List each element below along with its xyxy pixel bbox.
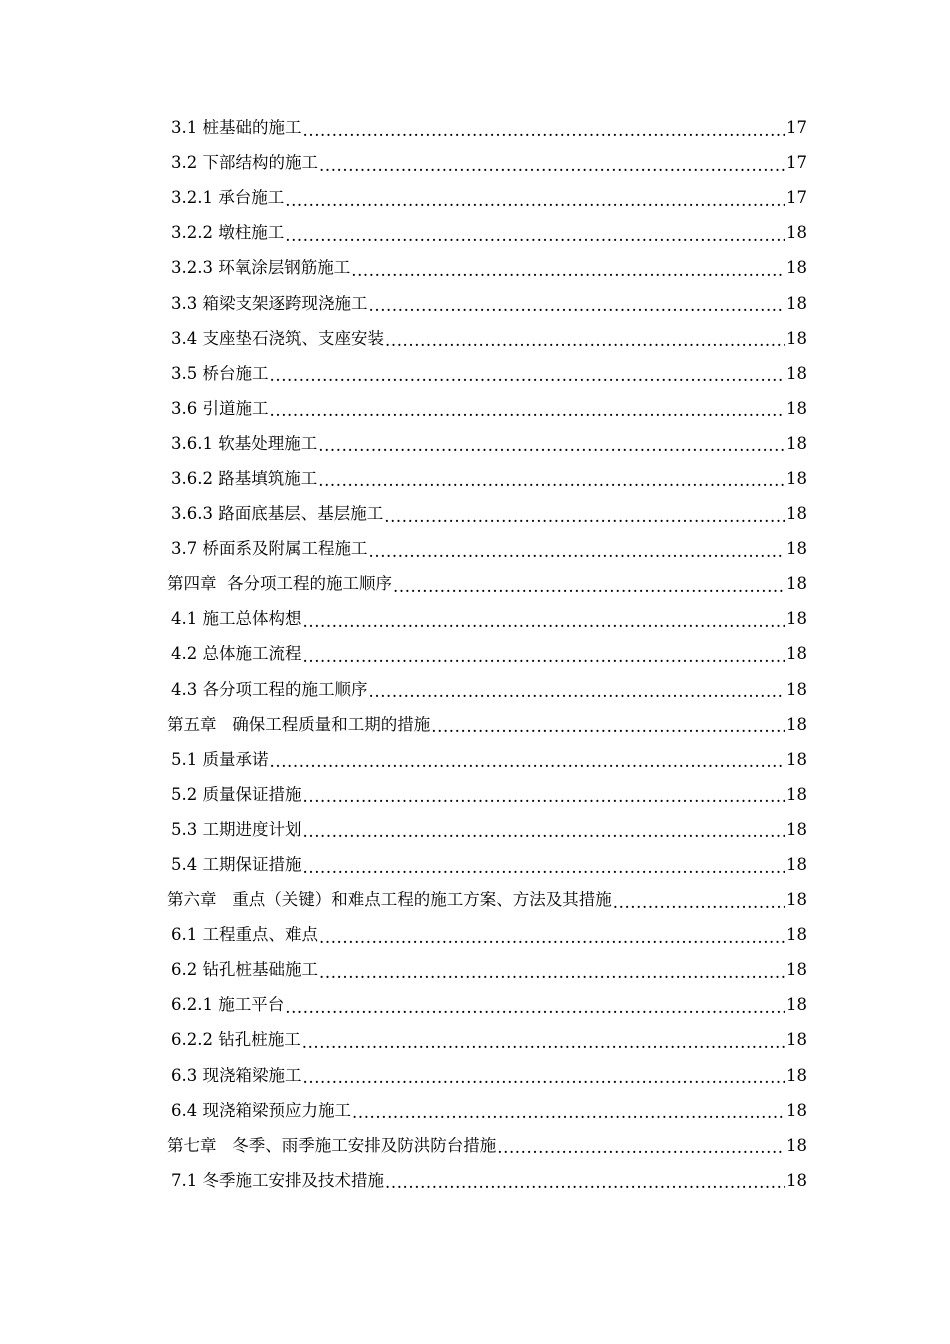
toc-dot-leader	[302, 1022, 785, 1057]
toc-dot-leader	[303, 777, 786, 812]
toc-entry-page-number: 18	[786, 749, 807, 769]
toc-entry-label: 第四章 各分项工程的施工顺序	[167, 574, 392, 594]
toc-dot-leader	[319, 952, 785, 987]
toc-dot-leader	[270, 742, 786, 777]
toc-entry-page-number: 18	[786, 398, 807, 418]
toc-dot-leader	[319, 145, 785, 180]
toc-entry-page-number: 18	[786, 468, 807, 488]
toc-entry-page-number: 18	[786, 855, 807, 875]
table-of-contents	[167, 110, 807, 1198]
toc-section-entry[interactable]	[167, 1058, 807, 1093]
toc-section-entry[interactable]	[167, 285, 807, 320]
toc-entry-page-number: 18	[786, 714, 807, 734]
toc-dot-leader	[303, 636, 786, 671]
toc-section-entry[interactable]	[167, 601, 807, 636]
toc-entry-label: 5.2 质量保证措施	[171, 784, 302, 804]
toc-dot-leader	[303, 601, 786, 636]
toc-entry-page-number: 18	[786, 784, 807, 804]
toc-entry-label: 7.1 冬季施工安排及技术措施	[171, 1170, 384, 1190]
toc-dot-leader	[303, 1058, 786, 1093]
toc-chapter-entry[interactable]	[167, 1128, 807, 1163]
toc-entry-page-number: 18	[786, 539, 807, 559]
toc-dot-leader	[319, 917, 785, 952]
toc-section-entry[interactable]	[167, 987, 807, 1022]
toc-entry-page-number: 18	[786, 574, 807, 594]
toc-entry-label: 5.3 工期进度计划	[171, 819, 302, 839]
toc-section-entry[interactable]	[167, 426, 807, 461]
toc-entry-label: 6.2.2 钻孔桩施工	[171, 1030, 301, 1050]
toc-dot-leader	[285, 987, 785, 1022]
toc-dot-leader	[369, 672, 786, 707]
toc-dot-leader	[303, 812, 786, 847]
toc-section-entry[interactable]	[167, 812, 807, 847]
toc-entry-label: 6.4 现浇箱梁预应力施工	[171, 1100, 351, 1120]
toc-entry-page-number: 18	[786, 258, 807, 278]
toc-section-entry[interactable]	[167, 180, 807, 215]
toc-entry-page-number: 18	[786, 819, 807, 839]
toc-entry-label: 3.6.3 路面底基层、基层施工	[171, 504, 384, 524]
toc-section-entry[interactable]	[167, 110, 807, 145]
toc-entry-page-number: 18	[786, 679, 807, 699]
toc-entry-page-number: 17	[786, 153, 807, 173]
toc-section-entry[interactable]	[167, 1022, 807, 1057]
toc-entry-label: 第六章 重点（关键）和难点工程的施工方案、方法及其措施	[167, 890, 612, 910]
toc-entry-page-number: 18	[786, 328, 807, 348]
toc-section-entry[interactable]	[167, 250, 807, 285]
toc-dot-leader	[351, 250, 785, 285]
toc-section-entry[interactable]	[167, 321, 807, 356]
toc-dot-leader	[369, 286, 786, 321]
toc-entry-label: 6.2.1 施工平台	[171, 995, 285, 1015]
toc-section-entry[interactable]	[167, 391, 807, 426]
toc-entry-label: 3.2.2 墩柱施工	[171, 223, 285, 243]
toc-dot-leader	[270, 356, 786, 391]
toc-entry-label: 第七章 冬季、雨季施工安排及防洪防台措施	[167, 1135, 497, 1155]
toc-entry-label: 3.3 箱梁支架逐跨现浇施工	[171, 293, 368, 313]
toc-entry-page-number: 18	[786, 1135, 807, 1155]
toc-dot-leader	[497, 1128, 785, 1163]
toc-entry-page-number: 18	[786, 995, 807, 1015]
toc-dot-leader	[303, 847, 786, 882]
toc-section-entry[interactable]	[167, 356, 807, 391]
toc-entry-label: 3.5 桥台施工	[171, 363, 269, 383]
toc-section-entry[interactable]	[167, 496, 807, 531]
toc-entry-label: 3.6 引道施工	[171, 398, 269, 418]
toc-entry-page-number: 18	[786, 1030, 807, 1050]
toc-entry-label: 3.2.1 承台施工	[171, 188, 285, 208]
toc-section-entry[interactable]	[167, 1163, 807, 1198]
toc-section-entry[interactable]	[167, 742, 807, 777]
toc-entry-page-number: 18	[786, 960, 807, 980]
toc-section-entry[interactable]	[167, 672, 807, 707]
toc-entry-label: 4.1 施工总体构想	[171, 609, 302, 629]
toc-entry-page-number: 18	[786, 925, 807, 945]
toc-entry-label: 4.2 总体施工流程	[171, 644, 302, 664]
toc-dot-leader	[303, 110, 786, 145]
toc-entry-page-number: 18	[786, 1065, 807, 1085]
toc-entry-label: 5.1 质量承诺	[171, 749, 269, 769]
toc-entry-page-number: 18	[786, 293, 807, 313]
toc-entry-page-number: 18	[786, 1100, 807, 1120]
toc-entry-page-number: 18	[786, 223, 807, 243]
toc-dot-leader	[270, 391, 786, 426]
toc-dot-leader	[431, 707, 785, 742]
toc-entry-label: 5.4 工期保证措施	[171, 855, 302, 875]
toc-entry-label: 3.4 支座垫石浇筑、支座安装	[171, 328, 384, 348]
toc-entry-label: 3.6.2 路基填筑施工	[171, 468, 318, 488]
toc-entry-page-number: 17	[786, 188, 807, 208]
toc-section-entry[interactable]	[167, 145, 807, 180]
toc-entry-label: 3.1 桩基础的施工	[171, 118, 302, 138]
toc-dot-leader	[393, 566, 785, 601]
toc-dot-leader	[285, 180, 785, 215]
toc-section-entry[interactable]	[167, 1093, 807, 1128]
toc-entry-page-number: 18	[786, 504, 807, 524]
toc-entry-label: 3.2 下部结构的施工	[171, 153, 318, 173]
toc-entry-page-number: 18	[786, 433, 807, 453]
toc-entry-page-number: 18	[786, 890, 807, 910]
toc-section-entry[interactable]	[167, 636, 807, 671]
toc-section-entry[interactable]	[167, 777, 807, 812]
toc-dot-leader	[369, 531, 786, 566]
toc-entry-label: 3.6.1 软基处理施工	[171, 433, 318, 453]
toc-entry-page-number: 18	[786, 363, 807, 383]
toc-dot-leader	[318, 461, 785, 496]
toc-entry-label: 第五章 确保工程质量和工期的措施	[167, 714, 431, 734]
toc-entry-label: 4.3 各分项工程的施工顺序	[171, 679, 368, 699]
toc-chapter-entry[interactable]	[167, 882, 807, 917]
toc-dot-leader	[285, 215, 785, 250]
toc-section-entry[interactable]	[167, 531, 807, 566]
toc-section-entry[interactable]	[167, 847, 807, 882]
toc-entry-page-number: 18	[786, 1170, 807, 1190]
toc-section-entry[interactable]	[167, 215, 807, 250]
toc-entry-page-number: 18	[786, 644, 807, 664]
toc-chapter-entry[interactable]	[167, 566, 807, 601]
toc-dot-leader	[613, 882, 785, 917]
toc-entry-label: 6.2 钻孔桩基础施工	[171, 960, 318, 980]
toc-section-entry[interactable]	[167, 917, 807, 952]
toc-entry-label: 3.2.3 环氧涂层钢筋施工	[171, 258, 351, 278]
toc-dot-leader	[352, 1093, 785, 1128]
toc-entry-label: 6.3 现浇箱梁施工	[171, 1065, 302, 1085]
toc-entry-label: 3.7 桥面系及附属工程施工	[171, 539, 368, 559]
toc-entry-page-number: 17	[786, 118, 807, 138]
toc-dot-leader	[384, 496, 785, 531]
toc-entry-label: 6.1 工程重点、难点	[171, 925, 318, 945]
toc-section-entry[interactable]	[167, 461, 807, 496]
toc-dot-leader	[385, 321, 785, 356]
toc-entry-page-number: 18	[786, 609, 807, 629]
toc-dot-leader	[318, 426, 785, 461]
toc-dot-leader	[385, 1163, 785, 1198]
toc-chapter-entry[interactable]	[167, 707, 807, 742]
toc-section-entry[interactable]	[167, 952, 807, 987]
